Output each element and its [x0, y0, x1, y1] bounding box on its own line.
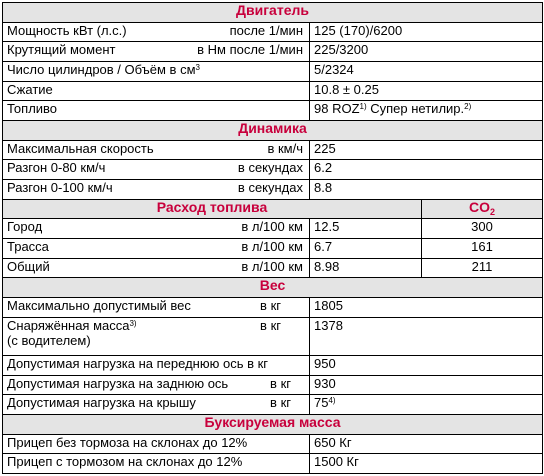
table-row [3, 258, 543, 278]
roof-load-value-text: 75 [314, 395, 329, 411]
cylinders-value: 5/2324 [310, 62, 543, 82]
acc80-label-text: Разгон 0-80 км/ч [7, 160, 106, 176]
max-speed-label [3, 140, 310, 160]
acc80-label [3, 160, 310, 180]
curb-weight-label [3, 317, 310, 355]
weight-header-row [3, 278, 543, 298]
fuel-value [310, 101, 543, 121]
consumption-city-unit: в л/100 км [241, 219, 303, 235]
consumption-highway-label [3, 239, 310, 259]
fuel-value-b: Супер нетилир. [366, 101, 465, 117]
table-row [3, 62, 543, 82]
consumption-city-value: 12.5 [310, 219, 422, 239]
table-row [3, 42, 543, 62]
weight-header: Вес [3, 278, 543, 298]
curb-weight-value: 1378 [310, 317, 543, 355]
compression-value: 10.8 ± 0.25 [310, 81, 543, 101]
consumption-highway-unit: в л/100 км [241, 239, 303, 255]
curb-weight-sup: 3) [129, 318, 137, 328]
fuel-value-a: 98 ROZ [314, 101, 360, 117]
rear-axle-label-text: Допустимая нагрузка на заднюю ось [7, 375, 229, 391]
co2-header-sub: 2 [490, 206, 496, 217]
front-axle-value: 950 [310, 355, 543, 375]
compression-label: Сжатие [3, 81, 310, 101]
table-row [3, 160, 543, 180]
consumption-city-label-text: Город [7, 219, 43, 235]
table-row [3, 140, 543, 160]
cylinders-label-text: Число цилиндров / Объём в см [7, 62, 196, 78]
roof-load-value [310, 395, 543, 415]
front-axle-label: Допустимая нагрузка на переднюю ось в кг [3, 355, 310, 375]
max-weight-label-text: Максимально допустимый вес [7, 298, 191, 314]
consumption-highway-value: 6.7 [310, 239, 422, 259]
max-weight-label [3, 298, 310, 318]
consumption-city-label [3, 219, 310, 239]
power-value: 125 (170)/6200 [310, 22, 543, 42]
curb-weight-unit: в кг [260, 317, 281, 333]
roof-load-label [3, 395, 310, 415]
curb-weight-label-text: Снаряжённая масса [7, 317, 130, 333]
cylinders-sup: 3 [195, 63, 200, 73]
roof-load-sup: 4) [328, 396, 336, 406]
towing-header: Буксируемая масса [3, 414, 543, 434]
consumption-header-row [3, 199, 543, 219]
table-row [3, 434, 543, 454]
table-row [3, 22, 543, 42]
unbraked-trailer-value: 650 Кг [310, 434, 543, 454]
spec-table [2, 2, 543, 474]
table-row [3, 219, 543, 239]
consumption-highway-co2: 161 [422, 239, 543, 259]
co2-header [422, 199, 543, 219]
rear-axle-unit: в кг [270, 375, 291, 391]
acc80-unit: в секундах [237, 160, 303, 176]
consumption-highway-label-text: Трасса [7, 239, 49, 255]
curb-weight-label2: (с водителем) [7, 332, 91, 348]
co2-header-text: CO [469, 199, 490, 215]
table-row [3, 317, 543, 355]
power-unit: после 1/мин [229, 22, 303, 38]
torque-value: 225/3200 [310, 42, 543, 62]
table-row [3, 355, 543, 375]
fuel-sup-a: 1) [359, 102, 367, 112]
power-label-text: Мощность кВт (л.с.) [7, 22, 127, 38]
acc100-label [3, 180, 310, 200]
table-row [3, 395, 543, 415]
acc80-value: 6.2 [310, 160, 543, 180]
max-weight-unit: в кг [260, 298, 281, 314]
consumption-city-co2: 300 [422, 219, 543, 239]
consumption-combined-unit: в л/100 км [241, 258, 303, 274]
consumption-header: Расход топлива [3, 199, 422, 219]
engine-header-row [3, 3, 543, 23]
table-row [3, 81, 543, 101]
table-row [3, 101, 543, 121]
power-label [3, 22, 310, 42]
dynamics-header: Динамика [3, 121, 543, 141]
torque-label [3, 42, 310, 62]
table-row [3, 454, 543, 474]
max-speed-label-text: Максимальная скорость [7, 140, 154, 156]
max-weight-value: 1805 [310, 298, 543, 318]
acc100-value: 8.8 [310, 180, 543, 200]
fuel-sup-b: 2) [464, 102, 472, 112]
torque-label-text: Крутящий момент [7, 42, 116, 58]
table-row [3, 298, 543, 318]
table-row [3, 180, 543, 200]
braked-trailer-label: Прицеп с тормозом на склонах до 12% [3, 454, 310, 474]
table-row [3, 375, 543, 395]
acc100-label-text: Разгон 0-100 км/ч [7, 180, 113, 196]
dynamics-header-row [3, 121, 543, 141]
consumption-combined-value: 8.98 [310, 258, 422, 278]
unbraked-trailer-label: Прицеп без тормоза на склонах до 12% [3, 434, 310, 454]
rear-axle-value: 930 [310, 375, 543, 395]
max-speed-value: 225 [310, 140, 543, 160]
consumption-combined-label-text: Общий [7, 258, 50, 274]
engine-header: Двигатель [3, 3, 543, 23]
roof-load-label-text: Допустимая нагрузка на крышу [7, 395, 196, 411]
torque-unit: в Нм после 1/мин [197, 42, 303, 58]
consumption-combined-co2: 211 [422, 258, 543, 278]
consumption-combined-label [3, 258, 310, 278]
braked-trailer-value: 1500 Кг [310, 454, 543, 474]
roof-load-unit: в кг [270, 395, 291, 411]
cylinders-label [3, 62, 310, 82]
max-speed-unit: в км/ч [267, 140, 303, 156]
fuel-label: Топливо [3, 101, 310, 121]
table-row [3, 239, 543, 259]
towing-header-row [3, 414, 543, 434]
rear-axle-label [3, 375, 310, 395]
acc100-unit: в секундах [237, 180, 303, 196]
